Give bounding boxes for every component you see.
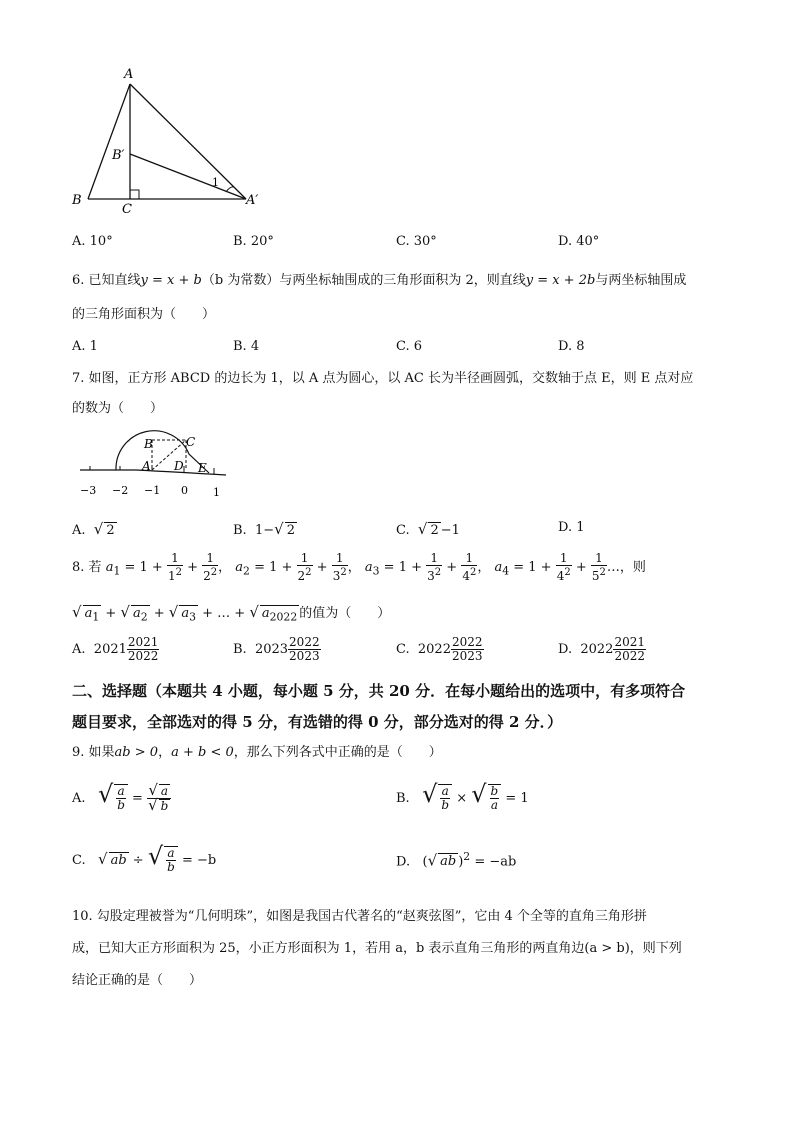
number-line-figure bbox=[76, 428, 256, 504]
label-B: B bbox=[72, 193, 82, 208]
nl-tick-minus1: −1 bbox=[144, 484, 161, 497]
q5-option-c: C. 30° bbox=[396, 234, 437, 249]
q5-option-b: B. 20° bbox=[233, 234, 274, 249]
triangle-figure bbox=[66, 64, 276, 214]
q8-option-c: C. 2022 $\frac{2022}{2023}$ bbox=[396, 635, 483, 663]
q9-stem: 9. 如果ab > 0，a + b < 0，那么下列各式中正确的是（ ） bbox=[72, 745, 442, 760]
q7-option-d: D. 1 bbox=[558, 520, 585, 535]
q6-option-a: A. 1 bbox=[72, 339, 98, 354]
q6-stem-line2: 的三角形面积为（ ） bbox=[72, 307, 216, 322]
q8-stem-line2: √ $a_1$ + √ $a_2$ + √ $a_3$ + … + √ $a_{2022}$ 的值为（ ） bbox=[72, 603, 391, 624]
q8-option-a: A. 2021 $\frac{2021}{2022}$ bbox=[72, 635, 159, 663]
q5-option-a: A. 10° bbox=[72, 234, 113, 249]
nl-tick-minus2: −2 bbox=[112, 484, 129, 497]
section2-heading-line1: 二、选择题（本题共 4 小题，每小题 5 分，共 20 分．在每小题给出的选项中，有多项符合 bbox=[72, 682, 686, 700]
nl-label-E: E bbox=[198, 461, 207, 475]
q8-option-d: D. 2022 $\frac{2021}{2022}$ bbox=[558, 635, 645, 663]
q9-option-a: A. √ $\frac{a}{b}$ = $\frac{√ a}{√ b}$ bbox=[72, 780, 171, 813]
q5-option-d: D. 40° bbox=[558, 234, 600, 249]
q7-stem-line2: 的数为（ ） bbox=[72, 401, 164, 416]
section2-heading-line2: 题目要求，全部选对的得 5 分，有选错的得 0 分，部分选对的得 2 分．） bbox=[72, 713, 563, 731]
q7-option-a: A. √ 2 bbox=[72, 520, 115, 538]
q6-option-d: D. 8 bbox=[558, 339, 585, 354]
q6-stem-line1: 6. 已知直线y = x + b（b 为常数）与两坐标轴围成的三角形面积为 2，则直线y = x + 2b与两坐标轴围成 bbox=[72, 273, 687, 288]
q7-option-c: C. √ 2 −1 bbox=[396, 520, 460, 538]
q7-option-b: B. 1−√ 2 bbox=[233, 520, 295, 538]
q9-option-b: B. √ $\frac{a}{b}$ × √ $\frac{b}{a}$ = 1 bbox=[396, 780, 529, 812]
q6-eq2: y = x + 2b bbox=[525, 273, 596, 288]
nl-tick-0: 0 bbox=[181, 484, 188, 497]
q8-option-b: B. 2023 $\frac{2022}{2023}$ bbox=[233, 635, 320, 663]
q6-eq1: y = x + b bbox=[140, 273, 202, 288]
q10-stem-line1: 10. 勾股定理被誉为“几何明珠”，如图是我国古代著名的“赵爽弦图”，它由 4 个全等的直角三角形拼 bbox=[72, 909, 647, 924]
nl-tick-1: 1 bbox=[213, 486, 220, 499]
q10-stem-line3: 结论正确的是（ ） bbox=[72, 973, 203, 988]
q8-stem-line1: 8. 若 $a_1 = 1$ + $\frac{1}{1^2}$ + $\frac{1}{2^2}$ ， $a_2 = 1$ + $\frac{1}{2^2}$ + $\frac{1}{3^2}$ ， $a_3 = 1$ + $\frac{1}{3^2}$ + $\frac{1}{4^2}$ ， $a_4 = 1$ + $\frac{1}{4^2}$ + $\frac{1}{5^2}$ …，则 bbox=[72, 551, 646, 583]
nl-label-A: A bbox=[142, 459, 151, 473]
q9-option-d: D. (√ ab )$^2$ = −ab bbox=[396, 850, 517, 870]
label-B-prime: B′ bbox=[112, 148, 125, 163]
label-A-prime: A′ bbox=[246, 193, 259, 208]
label-C: C bbox=[122, 202, 132, 214]
nl-label-D: D bbox=[174, 459, 184, 473]
nl-label-B: B bbox=[144, 437, 153, 451]
nl-label-C: C bbox=[186, 435, 196, 449]
q10-stem-line2: 成，已知大正方形面积为 25，小正方形面积为 1，若用 a，b 表示直角三角形的两直角边(a > b)，则下列 bbox=[72, 941, 682, 956]
q7-stem-line1: 7. 如图，正方形 ABCD 的边长为 1，以 A 点为圆心，以 AC 长为半径画圆弧，交数轴于点 E，则 E 点对应 bbox=[72, 371, 694, 386]
label-angle-1: 1 bbox=[212, 176, 219, 189]
q9-option-c: C. √ ab ÷ √ $\frac{a}{b}$ = −b bbox=[72, 842, 217, 874]
q6-option-c: C. 6 bbox=[396, 339, 423, 354]
nl-tick-minus3: −3 bbox=[80, 484, 97, 497]
label-A: A bbox=[124, 67, 134, 82]
q6-option-b: B. 4 bbox=[233, 339, 260, 354]
